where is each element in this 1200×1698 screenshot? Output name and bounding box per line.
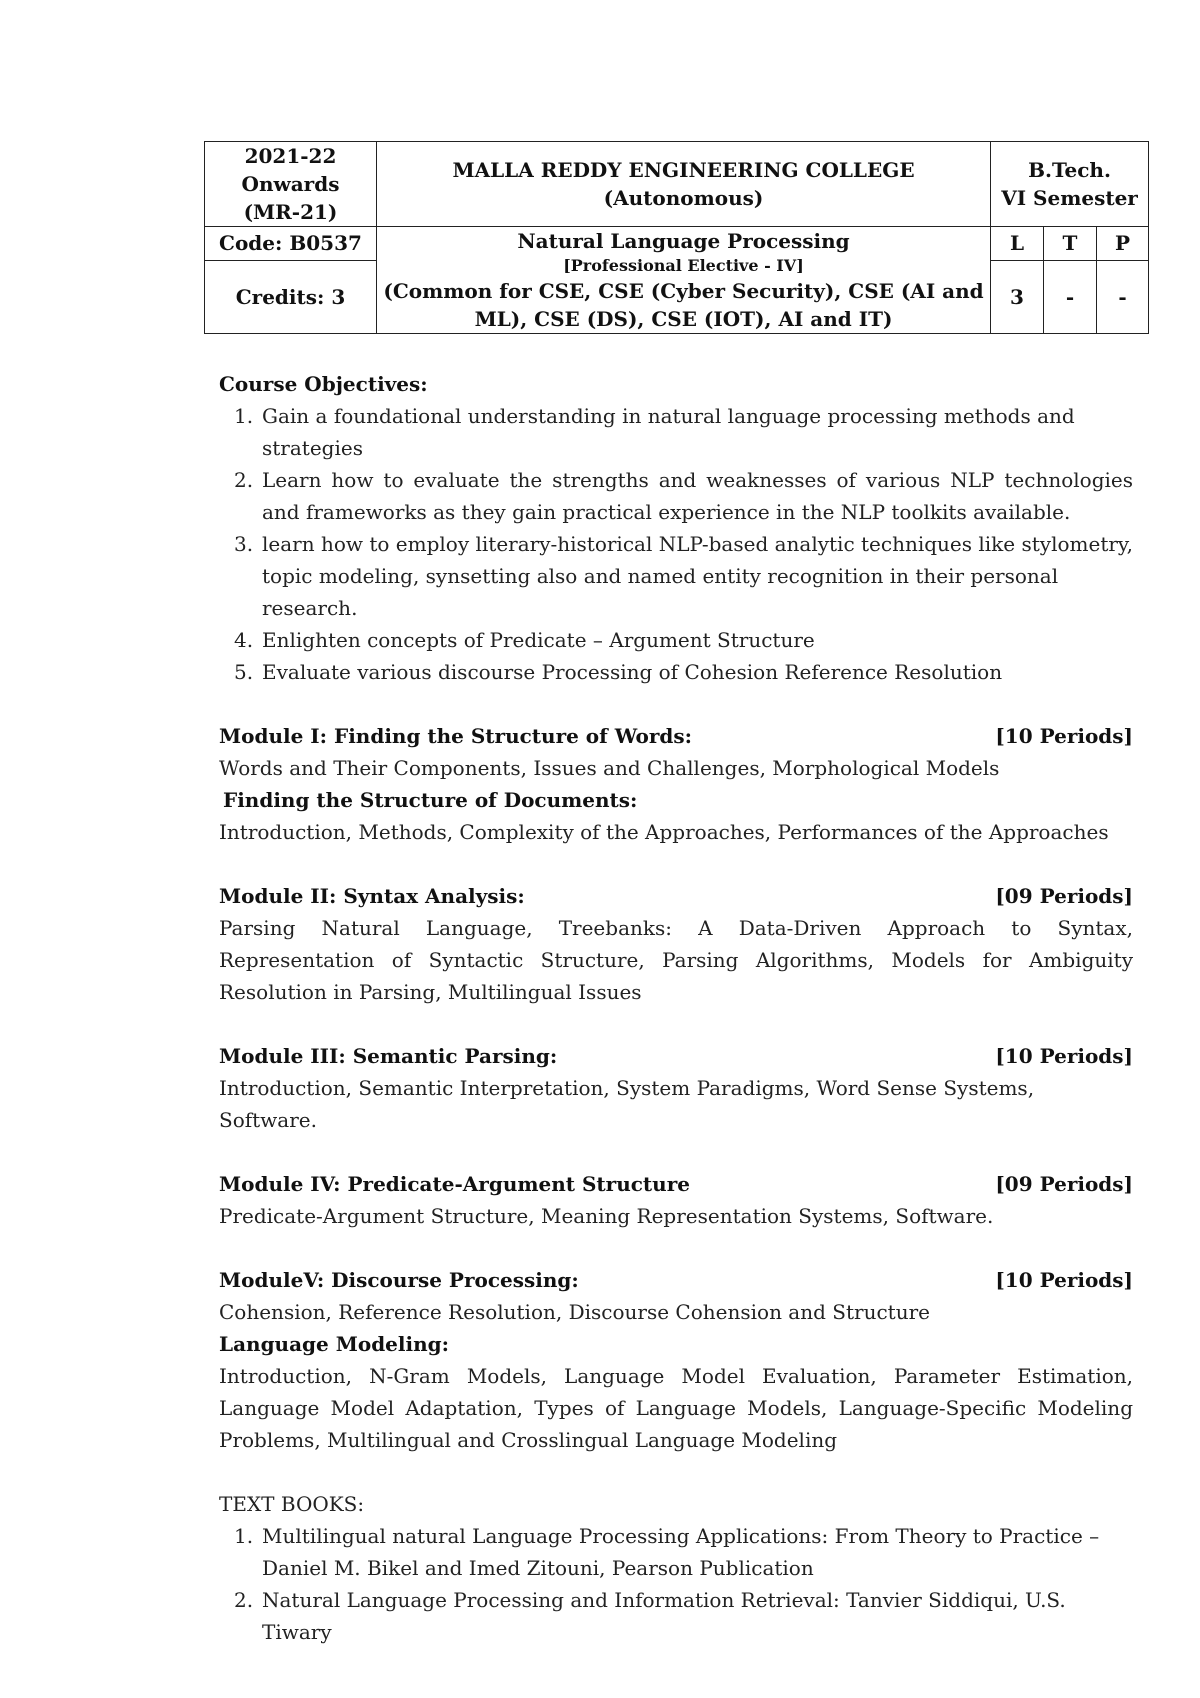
autonomous-text: (Autonomous) <box>603 186 764 210</box>
ltp-label-p: P <box>1097 227 1149 261</box>
module-periods: [09 Periods] <box>995 1172 1133 1196</box>
module-4-heading <box>219 1168 1133 1200</box>
list-number: 2. <box>234 1588 254 1612</box>
module-title: ModuleV: Discourse Processing: <box>219 1268 579 1292</box>
list-item <box>219 464 1133 528</box>
regulation-text: (MR-21) <box>243 200 338 224</box>
module-subtitle: Finding the Structure of Documents: <box>223 788 638 812</box>
program-text: B.Tech. <box>1028 158 1111 182</box>
list-number: 2. <box>234 468 254 492</box>
year-text: 2021-22 <box>244 144 337 168</box>
objective-text: Learn how to evaluate the strengths and weaknesses of various NLP technologies and frameworks as they gain practical experience in the NLP toolkits available. <box>262 468 1133 524</box>
module-text: Words and Their Components, Issues and Challenges, Morphological Models <box>219 756 1000 780</box>
textbooks-list <box>219 1520 1133 1648</box>
module-subtitle: Language Modeling: <box>219 1332 450 1356</box>
ltp-value-l: 3 <box>991 260 1044 333</box>
objective-text: learn how to employ literary-historical NLP-based analytic techniques like stylometry, topic modeling, synsetting also and named entity recognition in their personal research. <box>262 532 1133 620</box>
objectives-list <box>219 400 1133 688</box>
elective-text: [Professional Elective - IV] <box>563 256 804 275</box>
module-text: Parsing Natural Language, Treebanks: A Data-Driven Approach to Syntax, Representation of Syntactic Structure, Parsing Algorithms, Models for Ambiguity Resolution in Parsing, Multilingual Issues <box>219 916 1133 1004</box>
module-5-heading <box>219 1264 1133 1296</box>
module-periods: [10 Periods] <box>995 1044 1133 1068</box>
list-item <box>219 1520 1133 1584</box>
module-title: Module I: Finding the Structure of Words: <box>219 724 693 748</box>
module-periods: [09 Periods] <box>995 884 1133 908</box>
college-name: MALLA REDDY ENGINEERING COLLEGE <box>452 158 915 182</box>
module-1-heading <box>219 720 1133 752</box>
onwards-text: Onwards <box>241 172 340 196</box>
module-text: Introduction, Semantic Interpretation, System Paradigms, Word Sense Systems, Software. <box>219 1076 1035 1132</box>
textbook-text: Multilingual natural Language Processing Applications: From Theory to Practice – Daniel M. Bikel and Imed Zitouni, Pearson Publication <box>262 1524 1100 1580</box>
course-title-cell <box>377 227 991 334</box>
list-item <box>219 656 1133 688</box>
list-number: 4. <box>234 628 254 652</box>
ltp-value-p: - <box>1097 260 1149 333</box>
textbook-text: Natural Language Processing and Information Retrieval: Tanvier Siddiqui, U.S. Tiwary <box>262 1588 1066 1644</box>
common-for-text: (Common for CSE, CSE (Cyber Security), CSE (AI and <box>383 279 984 303</box>
module-periods: [10 Periods] <box>995 1268 1133 1292</box>
course-title: Natural Language Processing <box>517 229 850 253</box>
objectives-heading: Course Objectives: <box>219 372 428 396</box>
list-item <box>219 624 1133 656</box>
module-title: Module II: Syntax Analysis: <box>219 884 525 908</box>
list-number: 5. <box>234 660 254 684</box>
module-text: Predicate-Argument Structure, Meaning Representation Systems, Software. <box>219 1204 994 1228</box>
course-credits: Credits: 3 <box>205 260 377 333</box>
module-text: Cohension, Reference Resolution, Discourse Cohension and Structure <box>219 1300 930 1324</box>
ltp-value-t: - <box>1044 260 1097 333</box>
objective-text: Evaluate various discourse Processing of Cohesion Reference Resolution <box>262 660 1003 684</box>
list-item <box>219 1584 1133 1648</box>
module-subtext: Introduction, Methods, Complexity of the Approaches, Performances of the Approaches <box>219 820 1109 844</box>
objective-text: Enlighten concepts of Predicate – Argument Structure <box>262 628 815 652</box>
course-code: Code: B0537 <box>205 227 377 261</box>
regulation-cell <box>205 142 377 227</box>
list-item <box>219 400 1133 464</box>
semester-text: VI Semester <box>1001 186 1138 210</box>
module-3-heading <box>219 1040 1133 1072</box>
ltp-label-l: L <box>991 227 1044 261</box>
module-subtext: Introduction, N-Gram Models, Language Model Evaluation, Parameter Estimation, Language Model Adaptation, Types of Language Models, Language-Specific Modeling Problems, Multilingual and Crosslingual Language Modeling <box>219 1364 1133 1452</box>
textbooks-heading: TEXT BOOKS: <box>219 1492 365 1516</box>
list-number: 3. <box>234 532 254 556</box>
syllabus-content <box>219 368 1133 1648</box>
module-title: Module III: Semantic Parsing: <box>219 1044 558 1068</box>
objective-text: Gain a foundational understanding in natural language processing methods and strategies <box>262 404 1075 460</box>
module-2-heading <box>219 880 1133 912</box>
common-for-text-2: ML), CSE (DS), CSE (IOT), AI and IT) <box>474 307 893 331</box>
college-cell <box>377 142 991 227</box>
ltp-label-t: T <box>1044 227 1097 261</box>
program-cell <box>991 142 1149 227</box>
course-header-table <box>204 141 1149 334</box>
list-item <box>219 528 1133 624</box>
list-number: 1. <box>234 404 254 428</box>
module-periods: [10 Periods] <box>995 724 1133 748</box>
module-title: Module IV: Predicate-Argument Structure <box>219 1172 690 1196</box>
list-number: 1. <box>234 1524 254 1548</box>
